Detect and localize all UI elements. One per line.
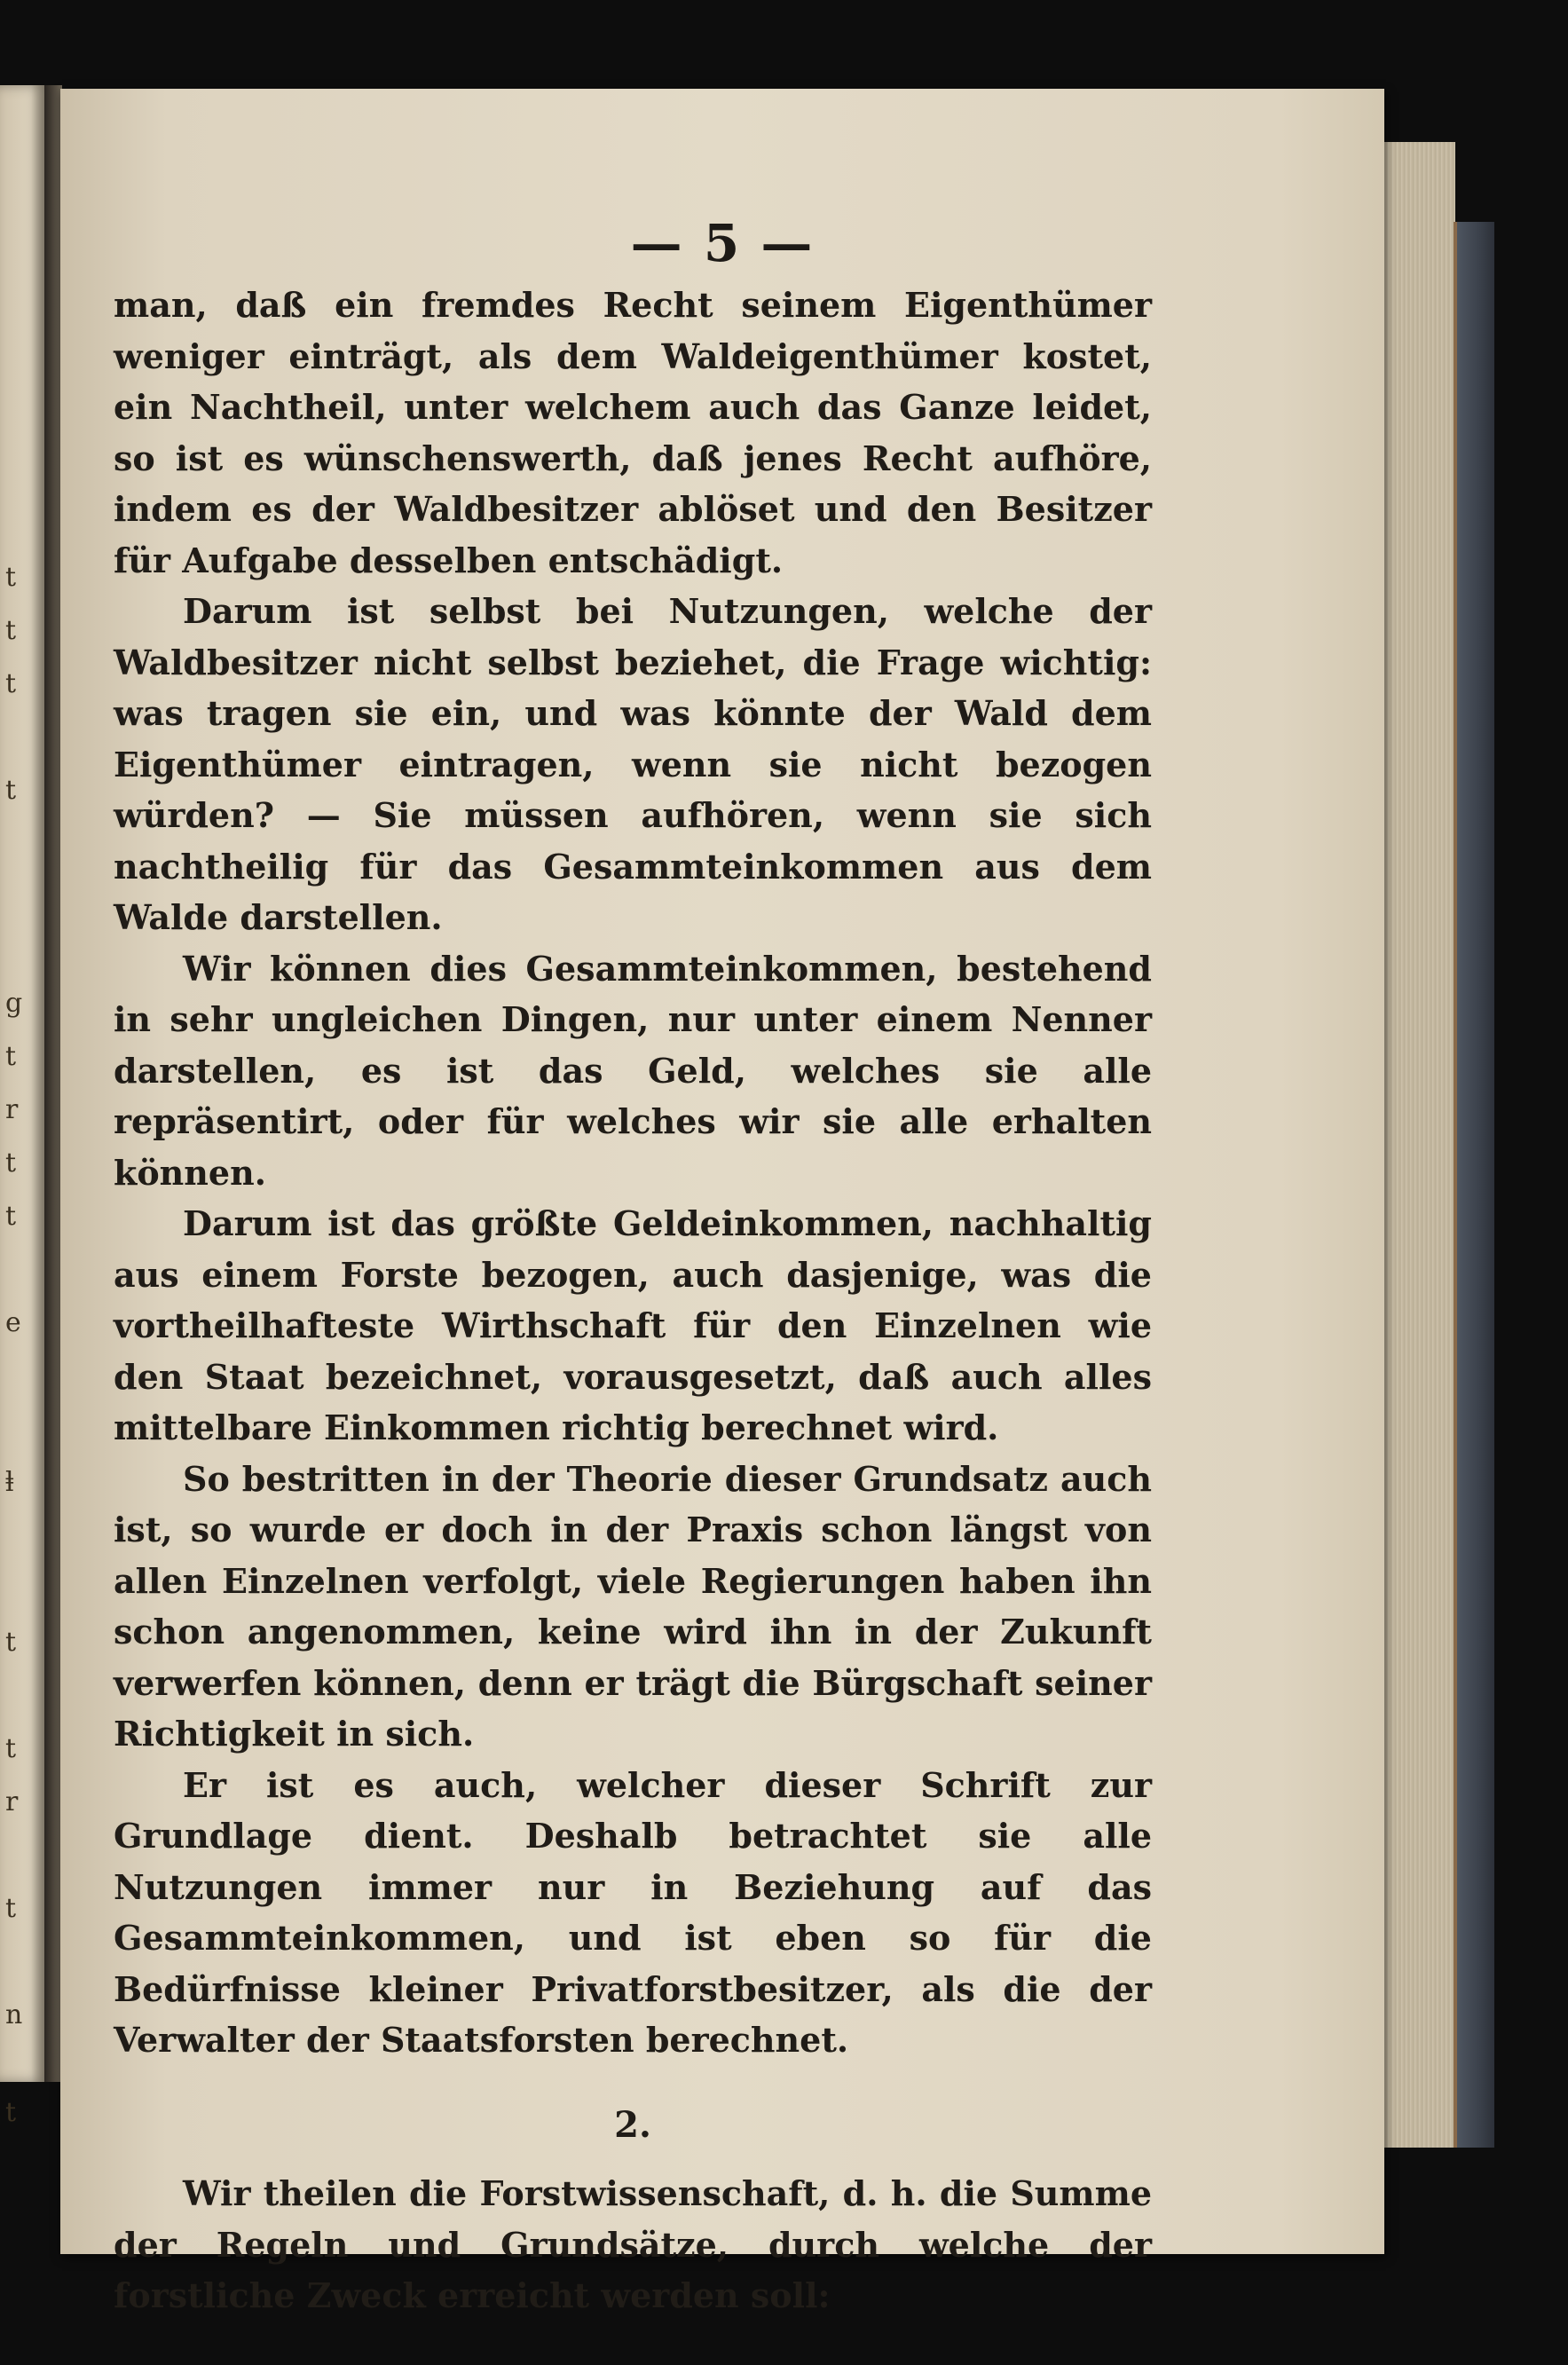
margin-letter: r (5, 1094, 19, 1125)
margin-letter: g (5, 988, 23, 1019)
margin-letter: t (5, 615, 17, 646)
margin-letter: t (5, 775, 17, 806)
paragraph: man, daß ein fremdes Recht seinem Eigenthümer weniger einträgt, als dem Waldeigenthümer kostet, ein Nachtheil, unter welchem auch das Ganze leidet, so ist es wünschenswerth, daß jenes Recht aufhöre, indem es der Waldbesitzer ablöset und den Besitzer für Aufgabe desselben entschädigt. (114, 285, 1152, 580)
paragraph: Darum ist das größte Geldeinkommen, nachhaltig aus einem Forste bezogen, auch dasjenige, was die vortheilhafteste Wirthschaft für den Einzelnen wie den Staat bezeichnet, vorausgesetzt, daß auch alles mittelbare Einkommen richtig berechnet wird. (114, 1203, 1152, 1447)
margin-letter: t (5, 562, 17, 593)
paragraph: So bestritten in der Theorie dieser Grundsatz auch ist, so wurde er doch in der Praxis schon längst von allen Einzelnen verfolgt, viele Regierungen haben ihn schon angenommen, keine wird ihn in der Zukunft verwerfen können, denn er trägt die Bürgschaft seiner Richtigkeit in sich. (114, 1458, 1152, 1754)
paragraph: Wir können dies Gesammteinkommen, bestehend in sehr ungleichen Dingen, nur unter einem Nenner darstellen, es ist das Geld, welches sie alle repräsentirt, oder für welches wir sie alle erhalten können. (114, 948, 1152, 1193)
book-gutter (44, 85, 62, 2082)
section-number: 2. (614, 2103, 651, 2146)
book-page (60, 89, 1384, 2315)
margin-letter: ⱡ (5, 1467, 14, 1498)
paragraph: Darum ist selbst bei Nutzungen, welche der Waldbesitzer nicht selbst beziehet, die Frage wichtig: was tragen sie ein, und was könnte der Wald dem Eigenthümer eintragen, wenn sie nicht bezogen würden? — Sie müssen aufhören, wenn sie sich nachtheilig für das Gesammteinkommen aus dem Walde darstellen. (114, 591, 1152, 937)
page-stack-edge (1384, 142, 1455, 2148)
margin-letter: n (5, 1999, 23, 2030)
section-paragraph: Wir theilen die Forstwissenschaft, d. h. die Summe der Regeln und Grundsätze, durch welche der forstliche Zweck erreicht werden soll: (114, 2173, 1152, 2315)
margin-letter: e (5, 1307, 21, 1338)
margin-letter: t (5, 2097, 17, 2128)
page-body-text (114, 280, 1152, 2322)
margin-letter: t (5, 1201, 17, 1232)
margin-letter: r (5, 1786, 19, 1817)
margin-letter: t (5, 1893, 17, 1924)
margin-letter: t (5, 1627, 17, 1658)
margin-letter: t (5, 1733, 17, 1764)
paragraph: Er ist es auch, welcher dieser Schrift zur Grundlage dient. Deshalb betrachtet sie alle Nutzungen immer nur in Beziehung auf das Gesammteinkommen, und ist eben so für die Bedürfnisse kleiner Privatforstbesitzer, als die der Verwalter der Staatsforsten berechnet. (114, 1764, 1152, 2060)
margin-letter: t (5, 668, 17, 699)
margin-letter: t (5, 1041, 17, 1072)
margin-letter: t (5, 1147, 17, 1179)
book-cover-edge (1454, 222, 1494, 2148)
page-number-header: — 5 — (630, 213, 815, 273)
left-facing-page-edge (0, 85, 44, 2128)
